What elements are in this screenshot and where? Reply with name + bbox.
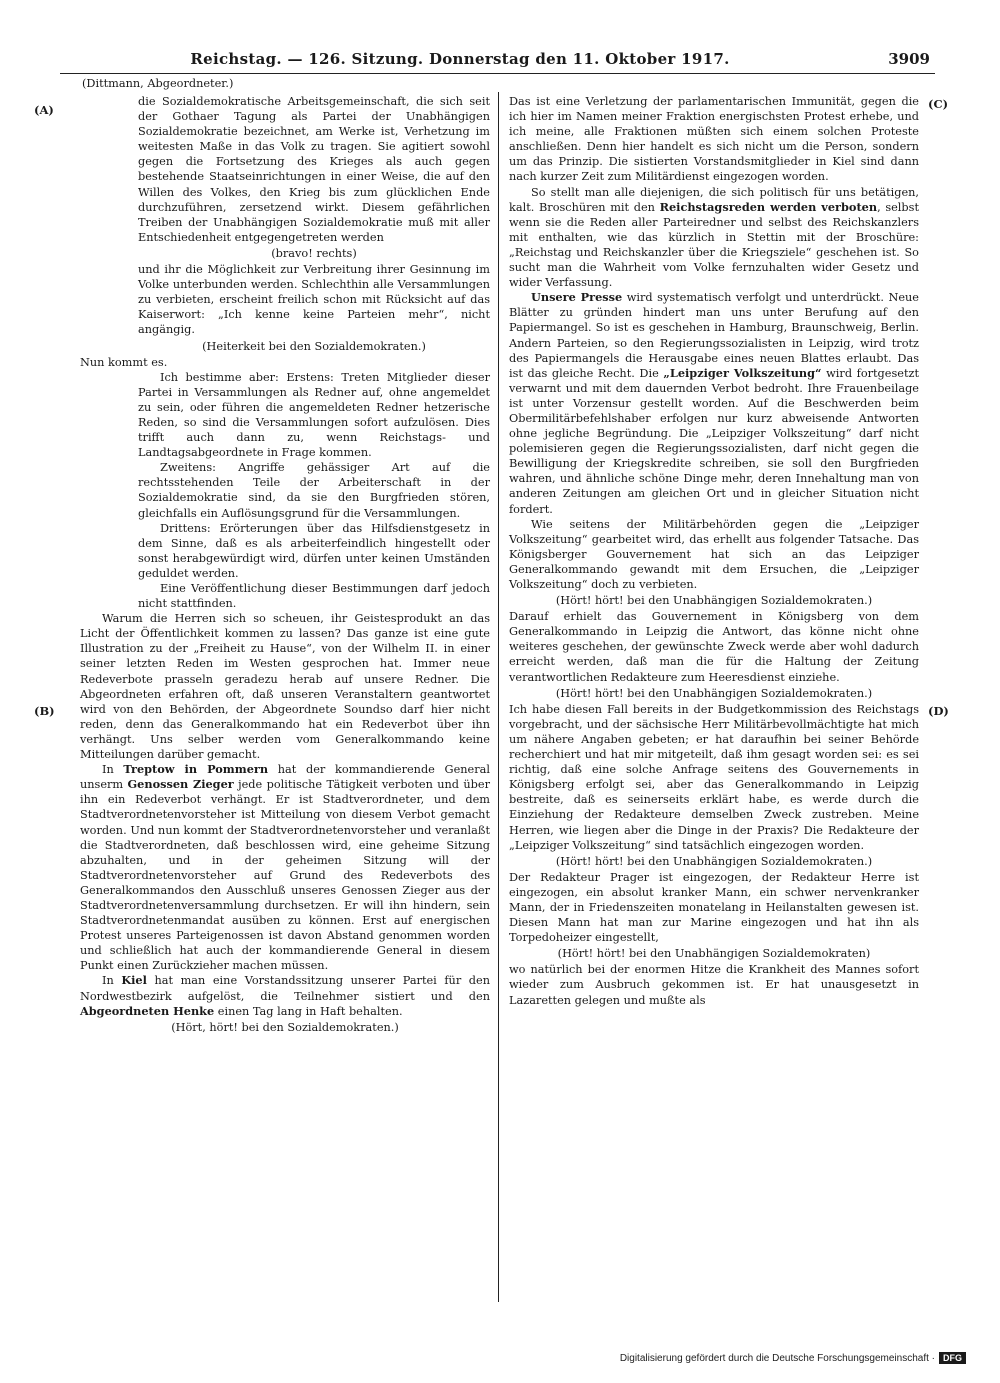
interjection: (Hört! hört! bei den Unabhängigen Sozialdemokraten.) xyxy=(555,594,873,608)
footer-credit xyxy=(620,1352,966,1364)
interjection: (Hört, hört! bei den Sozialdemokraten.) xyxy=(171,1020,399,1034)
paragraph: wo natürlich bei der enormen Hitze die Krankheit des Mannes sofort wieder zum Ausbruch gekommen ist. Er hat unausgesetzt in Lazaretten gelegen und mußte als xyxy=(509,963,919,1007)
text-run: , selbst wenn sie die Reden aller Parteiredner und selbst des Reichskanzlers mit enthalten, wie das kürzlich in Stettin mit der Broschüre: „Reichstag und Reichskanzler über die Kriegsziele“ geschehen ist. So sucht man die Wahrheit vom Volke fernzuhalten wider Gesetz und wider Verfassung. xyxy=(509,200,919,290)
margin-marker-d: (D) xyxy=(928,704,949,718)
emphasis-person: Genossen Zieger xyxy=(127,777,234,792)
interjection: (bravo! rechts) xyxy=(271,246,357,260)
emphasis-newspaper: „Leipziger Volkszeitung“ xyxy=(663,365,822,380)
paragraph-text: Warum die Herren sich so scheuen, ihr Geistesprodukt an das Licht der Öffentlichkeit kommen zu lassen? Das ganze ist eine gute Illustration zu der „Freiheit zu Hause“, von der Wilhelm II. in einer seiner letzten Reden im Westen gesprochen hat. Immer neue Redeverbote prasseln geradezu herab auf unsere Redner. Die Abgeordneten erfahren oft, daß unseren Veranstaltern geantwortet wird von den Behörden, der Abgeordnete Soundso darf hier nicht reden, denn das Generalkommando hat ein Redeverbot über ihn verhängt. Uns selber werden vom Generalkommando keine Mitteilungen darüber gemacht. xyxy=(80,612,490,762)
emphasis-place: Treptow in Pommern xyxy=(123,762,269,777)
speaker-label: (Dittmann, Abgeordneter.) xyxy=(82,77,234,90)
column-divider xyxy=(498,92,499,1302)
paragraph xyxy=(509,290,919,516)
emphasis: Unsere Presse xyxy=(531,290,623,305)
paragraph: die Sozialdemokratische Arbeitsgemeinschaft, die sich seit der Gothaer Tagung als Partei der Unabhängigen Sozialdemokratie bezeichnet, am Werke ist, Verhetzung im weitesten Maße in das Volk zu tragen. Sie agitiert sowohl gegen die Fortsetzung des Krieges als auch gegen bestehende Staatseinrichtungen in einer Weise, die auf den Willen des Volkes, den Krieg bis zum glücklichen Ende durchzuführen, zersetzend wirkt. Diesem gefährlichen Treiben der Unabhängigen Sozialdemokratie muß mit aller Entschiedenheit entgegengetreten werden xyxy=(138,95,490,244)
paragraph xyxy=(80,973,490,1018)
right-column xyxy=(509,94,919,1008)
paragraph: Das ist eine Verletzung der parlamentarischen Immunität, gegen die ich hier im Namen meiner Fraktion energischsten Protest erhebe, und ich meine, alle Fraktionen müßten sich einem solchen Proteste anschließen. Denn hier handelt es sich nicht um die Person, sondern um das Prinzip. Die sistierten Vorstandsmitglieder in Kiel sind dann nach kurzer Zeit zum Militärdienst eingezogen worden. xyxy=(509,95,919,184)
paragraph: Ich habe diesen Fall bereits in der Budgetkommission des Reichstags vorgebracht, und der sächsische Herr Militärbevollmächtigte hat mich um nähere Angaben gebeten; er hat daraufhin bei seiner Behörde recherchiert und hat mir mitgeteilt, daß ihm gesagt worden sei: es sei richtig, daß eine solche Anfrage seitens des Gouvernements in Königsberg erfolgt sei, aber das Generalkommando in Leipzig bestreite, daß es seinerseits erklärt habe, es werde durch die Einziehung der Redakteure demselben Zweck zustreben. Meine Herren, wie liegen aber die Dinge in der Praxis? Die Redakteure der „Leipziger Volkszeitung“ sind tatsächlich eingezogen worden. xyxy=(509,702,919,852)
text-run: In xyxy=(102,763,124,777)
running-title: Reichstag. — 126. Sitzung. Donnerstag den 11. Oktober 1917. xyxy=(190,50,730,68)
margin-marker-a: (A) xyxy=(34,103,54,117)
paragraph: Eine Veröffentlichung dieser Bestimmungen darf jedoch nicht stattfinden. xyxy=(138,582,490,611)
header-rule xyxy=(60,73,935,74)
paragraph: Nun kommt es. xyxy=(80,355,168,369)
text-run: In xyxy=(102,974,122,988)
page-number: 3909 xyxy=(888,50,930,68)
emphasis-person: Abgeordneten Henke xyxy=(80,1003,215,1018)
interjection: (Hört! hört! bei den Unabhängigen Sozialdemokraten) xyxy=(557,947,871,961)
emphasis: Reichstagsreden werden verboten xyxy=(659,199,878,214)
footer-text: Digitalisierung gefördert durch die Deutsche Forschungsgemeinschaft · xyxy=(619,1353,935,1364)
margin-marker-b: (B) xyxy=(34,704,55,718)
interjection: (Hört! hört! bei den Unabhängigen Sozialdemokraten.) xyxy=(555,686,873,700)
paragraph: Der Redakteur Prager ist eingezogen, der Redakteur Herre ist eingezogen, ein absolut kranker Mann, ein schwer nervenkranker Mann, der in Friedenszeiten monatelang in Heilanstalten gewesen ist. Diesen Mann hat man zur Marine eingezogen und hat ihn als Torpedoheizer eingestellt, xyxy=(509,870,919,945)
paragraph xyxy=(80,611,490,762)
text-run: jede politische Tätigkeit verboten und über ihn ein Redeverbot verhängt. Er ist Stadtverordneter, und dem Stadtverordnetenvorsteher ist Mitteilung von diesem Verbot gemacht worden. Und nun kommt der Stadtverordnetenvorsteher und veranlaßt die Stadtverordneten, daß beschlossen wird, eine geheime Sitzung abzuhalten, und in der geheimen Sitzung will der Stadtverordnetenvorsteher auf Grund des Redeverbots des Generalkommandos den Ausschluß unseres Genossen Zieger aus der Stadtverordnetenversammlung durchsetzen. Er will ihn hindern, sein Stadtverordnetenmandat ausüben zu können. Erst auf energischen Protest unseres Parteigenossen ist davon Abstand genommen worden und schließlich hat auch der kommandierende General in diesem Punkt einen Zurückzieher machen müssen. xyxy=(80,778,490,973)
text-run: hat der kommandierende General unserm xyxy=(80,763,490,792)
paragraph xyxy=(80,762,490,973)
paragraph xyxy=(509,185,919,291)
page-header xyxy=(60,50,930,72)
text-run: wird systematisch verfolgt und unterdrückt. Neue Blätter zu gründen hindert man uns unter Berufung auf den Papiermangel. So ist es geschehen in Hamburg, Braunschweig, Berlin. Andern Parteien, so den Regierungssozialisten in Leipzig, wird trotz des Papiermangels die Herausgabe eines neuen Blattes erlaubt. Das ist das gleiche Recht. Die xyxy=(509,291,919,380)
paragraph: Wie seitens der Militärbehörden gegen die „Leipziger Volkszeitung“ gearbeitet wird, das erhellt aus folgender Tatsache. Das Königsberger Gouvernement hat sich an das Leipziger Generalkommando gewandt mit dem Ersuchen, die „Leipziger Volkszeitung“ doch zu verbieten. xyxy=(509,517,919,591)
text-run: So stellt man alle diejenigen, die sich politisch für uns betätigen, kalt. Broschüren mit den xyxy=(509,185,919,214)
paragraph: und ihr die Möglichkeit zur Verbreitung ihrer Gesinnung im Volke unterbunden werden. Schlechthin alle Versammlungen zu verbieten, erscheint freilich schon mit Rücksicht auf das Kaiserwort: „Ich kenne keine Parteien mehr“, nicht angängig. xyxy=(138,263,490,337)
text-run: einen Tag lang in Haft behalten. xyxy=(214,1004,403,1018)
left-column xyxy=(80,94,490,1036)
paragraph: Drittens: Erörterungen über das Hilfsdienstgesetz in dem Sinne, daß es als arbeiterfeindlich hingestellt oder sonst herabgewürdigt wird, dürfen unter keinen Umständen geduldet werden. xyxy=(138,521,490,580)
text-run: wird fortgesetzt verwarnt und mit dem dauernden Verbot bedroht. Ihre Frauenbeilage ist unter Vorzensur gestellt worden. Auf die Beschwerden beim Obermilitärbefehlshaber erfolgen nur kurz abweisende Antworten ohne jegliche Begründung. Die „Leipziger Volkszeitung“ darf nicht polemisieren gegen die Regierungssozialisten, darf nicht gegen die Bewilligung der Kriegskredite schreiben, sie soll den Burgfrieden wahren, und ähnliche schöne Dinge mehr, deren Innehaltung man von anderen Zeitungen am gleichen Ort und in gleicher Situation nicht fordert. xyxy=(509,366,919,516)
dfg-logo: DFG xyxy=(939,1352,966,1364)
paragraph: Ich bestimme aber: Erstens: Treten Mitglieder dieser Partei in Versammlungen als Redner auf, ohne angemeldet zu sein, oder führen die angemeldeten Redner hetzerische Reden, so sind die Versammlungen sofort aufzulösen. Dies trifft auch dann zu, wenn Reichstags- und Landtagsabgeordnete in Frage kommen. xyxy=(138,370,490,460)
emphasis-place: Kiel xyxy=(121,973,147,988)
interjection: (Hört! hört! bei den Unabhängigen Sozialdemokraten.) xyxy=(555,854,873,868)
paragraph: Darauf erhielt das Gouvernement in Königsberg von dem Generalkommando in Leipzig die Antwort, das könne nicht ohne weiteres geschehen, der gewünschte Zweck werde aber wohl dadurch erreicht werden, daß man die für die Haltung der Zeitung verantwortlichen Redakteure zum Heeresdienst einziehe. xyxy=(509,610,919,684)
text-run: hat man eine Vorstandssitzung unserer Partei für den Nordwestbezirk aufgelöst, die Teilnehmer sistiert und den xyxy=(80,974,490,1003)
margin-marker-c: (C) xyxy=(928,97,949,111)
paragraph: Zweitens: Angriffe gehässiger Art auf die rechtsstehenden Teile der Arbeiterschaft in der Sozialdemokratie sind, da sie den Burgfrieden stören, gleichfalls ein Auflösungsgrund für die Versammlungen. xyxy=(138,461,490,520)
interjection: (Heiterkeit bei den Sozialdemokraten.) xyxy=(202,339,426,353)
